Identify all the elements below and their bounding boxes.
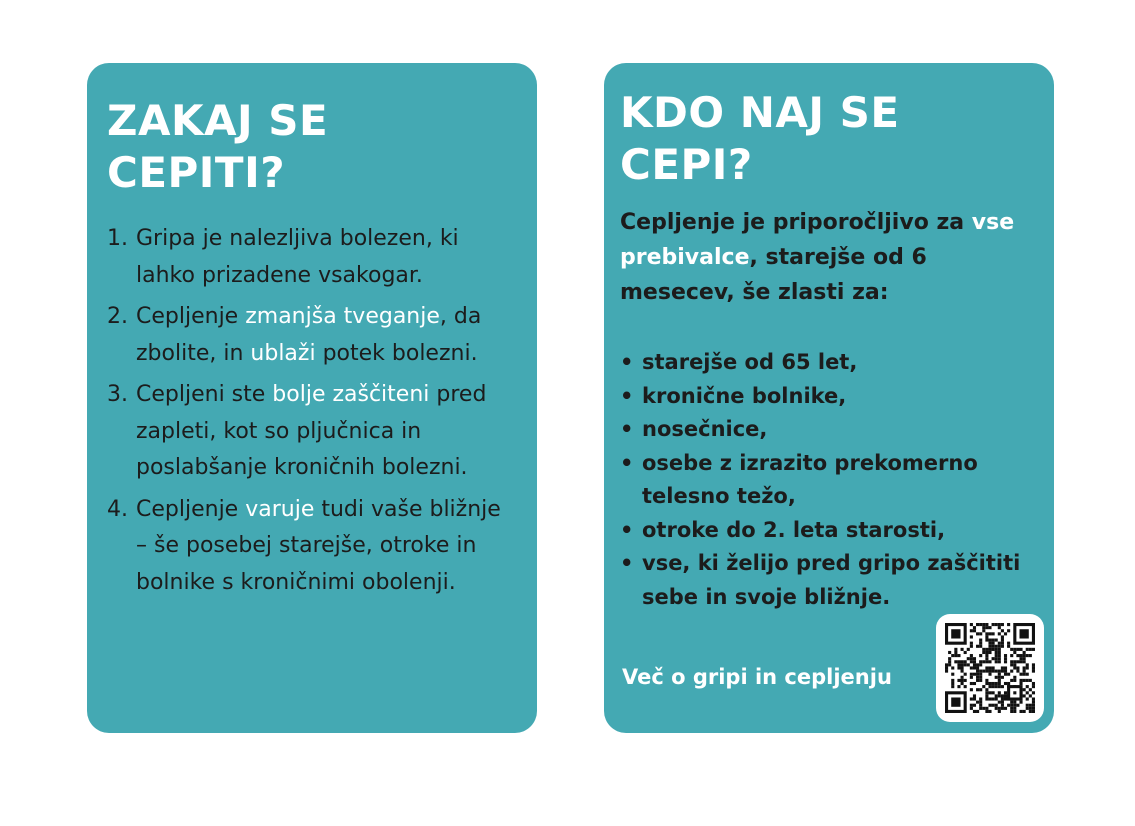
reason-number: 3. — [107, 382, 128, 407]
reason-text — [136, 377, 515, 487]
who-vaccinate-title — [620, 87, 1038, 191]
bullet-icon: • — [620, 383, 634, 408]
reason-number: 2. — [107, 304, 128, 329]
reason-text-part: Gripa je nalezljiva bolezen, ki lahko prizadene vsakogar. — [136, 226, 459, 288]
why-vaccinate-card — [87, 63, 537, 733]
reason-text — [136, 221, 515, 294]
why-vaccinate-title — [107, 95, 515, 199]
target-groups-list — [620, 346, 1038, 614]
bullet-icon: • — [620, 417, 634, 441]
intro-highlight: vse prebivalce — [620, 210, 1015, 270]
target-group-item — [620, 447, 1038, 514]
reason-text-part: pred zapleti, kot so pljučnica in poslabšanje kroničnih bolezni. — [136, 382, 487, 480]
why-title-line2: CEPITI? — [107, 148, 286, 197]
reason-highlight: bolje zaščiteni — [272, 382, 430, 407]
qr-code[interactable] — [936, 614, 1044, 722]
recommendation-intro — [620, 205, 1038, 310]
target-group-item — [620, 514, 1038, 548]
reason-highlight: zmanjša tveganje — [245, 304, 440, 329]
who-should-vaccinate-card — [604, 63, 1054, 733]
target-group-text: otroke do 2. leta starosti, — [642, 517, 946, 542]
reason-text — [136, 299, 515, 372]
reason-item — [107, 299, 515, 372]
bullet-icon: • — [620, 350, 634, 374]
reason-number: 4. — [107, 496, 128, 522]
who-title-line2: CEPI? — [620, 140, 753, 189]
target-group-text: kronične bolnike, — [642, 383, 847, 408]
intro-before: Cepljenje je priporočljivo za — [620, 210, 972, 235]
reason-text-part: Cepljenje — [136, 304, 246, 329]
target-group-item — [620, 547, 1038, 614]
reasons-list — [107, 221, 515, 601]
reason-text — [136, 492, 515, 602]
target-group-text: starejše od 65 let, — [642, 350, 858, 374]
target-group-text: osebe z izrazito prekomerno telesno težo, — [642, 450, 978, 508]
target-group-item — [620, 380, 1038, 414]
target-group-text: nosečnice, — [642, 417, 768, 441]
more-info-link[interactable]: Več o gripi in cepljenju — [622, 665, 892, 689]
target-group-text: vse, ki želijo pred gripo zaščititi sebe in svoje bližnje. — [642, 551, 1021, 609]
target-group-item — [620, 346, 1038, 380]
target-group-item — [620, 413, 1038, 447]
bullet-icon: • — [620, 450, 634, 475]
reason-item — [107, 377, 515, 487]
intro-after: , starejše od 6 mesecev, še zlasti za: — [620, 245, 927, 305]
reason-highlight: varuje — [245, 496, 315, 522]
reason-text-part: tudi vaše bližnje – še posebej starejše, otroke in bolnike s kroničnimi obolenji. — [136, 496, 501, 595]
bullet-icon: • — [620, 551, 634, 575]
reason-highlight: ublaži — [250, 340, 316, 366]
who-title-line1: KDO NAJ SE — [620, 88, 900, 137]
reason-text-part: Cepljenje — [136, 496, 246, 522]
reason-text-part: , da zbolite, in — [136, 304, 482, 366]
reason-text-part: Cepljeni ste — [136, 382, 273, 407]
why-title-line1: ZAKAJ SE — [107, 96, 329, 145]
reason-text-part: potek bolezni. — [315, 340, 478, 366]
reason-item — [107, 492, 515, 602]
reason-number: 1. — [107, 226, 128, 251]
reason-item — [107, 221, 515, 294]
qr-code-icon — [945, 623, 1035, 713]
bullet-icon: • — [620, 517, 634, 542]
